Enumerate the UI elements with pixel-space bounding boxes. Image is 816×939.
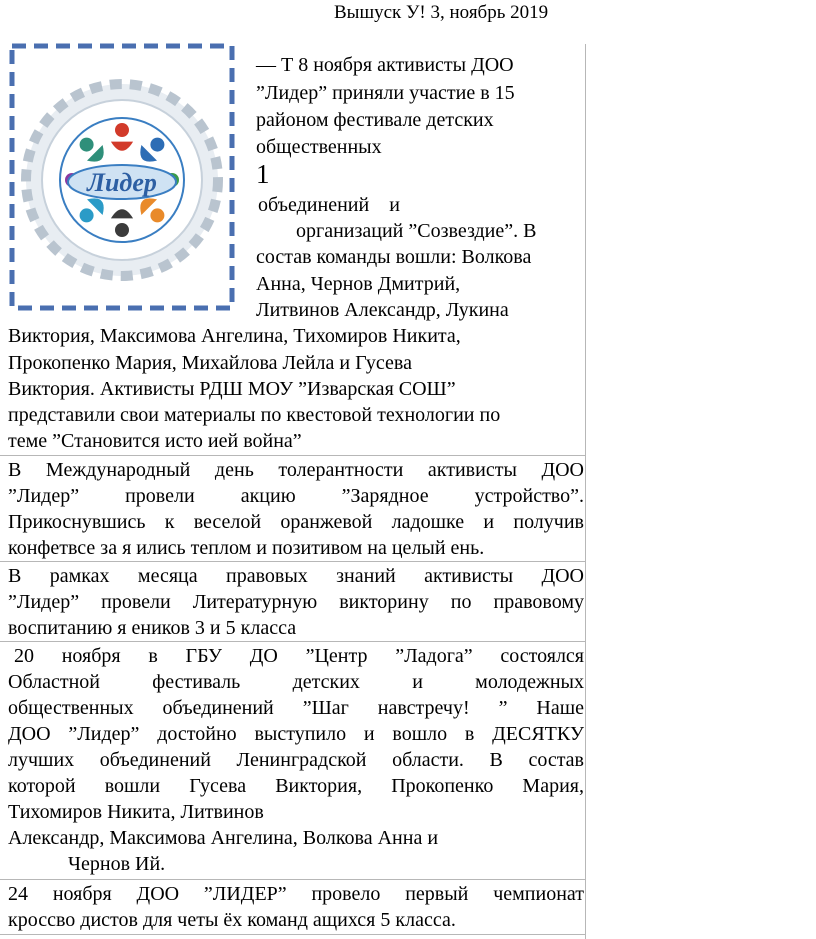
article3-line: В рамках месяца правовых знаний активисты ДОО (8, 565, 584, 587)
page-marker: 1 (256, 159, 270, 189)
article4-line: которой вошли Гусева Виктория, Прокопенко Мария, (8, 775, 584, 797)
article4-line: ДОО ”Лидер” достойно выступило и вошло в ДЕСЯТКУ (8, 723, 584, 745)
article4-line: 20 ноября в ГБУ ДО ”Центр ”Ладога” состоялся (14, 645, 584, 667)
column-rule (585, 44, 586, 939)
section-divider (0, 561, 586, 562)
article3-line: ”Лидер” провели Литературную викторину по правовому (8, 591, 584, 613)
article1-line: районом фестивале детских (256, 109, 494, 131)
logo-wordmark: Лидер (87, 168, 157, 197)
article1-line: Виктория. Активисты РДШ МОУ ”Изварская СОШ” (8, 378, 456, 400)
article4-line: Тихомиров Никита, Литвинов (8, 801, 264, 823)
article2-text (8, 457, 584, 561)
article1-line: состав команды вошли: Волкова (256, 246, 532, 268)
section-divider (0, 455, 586, 456)
article1-line: представили свои материалы по квестовой технологии по (8, 404, 501, 426)
article4-line: общественных объединений ”Шаг навстречу! ” Наше (8, 697, 584, 719)
figure-head (80, 138, 94, 152)
article3-line: воспитанию я еников 3 и 5 класса (8, 617, 297, 639)
article1-line: общественных (256, 136, 382, 158)
article2-line: конфетвсе за я ились теплом и позитивом на целый ень. (8, 537, 485, 559)
figure-head (150, 138, 164, 152)
section-divider (0, 879, 586, 880)
leader-logo (8, 42, 236, 312)
article4-text (8, 643, 584, 877)
article1-line: Виктория, Максимова Ангелина, Тихомиров Никита, (8, 325, 461, 347)
article1-line: объединений и (258, 194, 400, 216)
figure-head (150, 208, 164, 222)
article3-text (8, 563, 584, 641)
article1-line: — Т 8 ноября активисты ДОО (256, 54, 514, 76)
section-divider (0, 934, 586, 935)
article1-line: теме ”Становится исто ией война” (8, 430, 302, 452)
issue-header: Вышуск У! 3, ноябрь 2019 (334, 2, 549, 23)
article1-line: организаций ”Созвездие”. В (296, 220, 537, 242)
article1-line: Прокопенко Мария, Михайлова Лейла и Гусева (8, 352, 412, 374)
article5-line: 24 ноября ДОО ”ЛИДЕР” провело первый чемпионат (8, 883, 584, 905)
article4-line: Александр, Максимова Ангелина, Волкова Анна и (8, 827, 439, 849)
article4-line: Областной фестиваль детских и молодежных (8, 671, 584, 693)
article2-line: В Международный день толерантности активисты ДОО (8, 459, 584, 481)
article2-line: Прикоснувшись к веселой оранжевой ладошке и получив (8, 511, 584, 533)
figure-head (80, 208, 94, 222)
figure-head (115, 123, 129, 137)
figure-head (115, 223, 129, 237)
article1-line: ”Лидер” приняли участие в 15 (256, 82, 515, 104)
gear-emblem-icon (26, 84, 218, 276)
article5-line: кроссво дистов для четы ёх команд ащихся 5 класса. (8, 909, 456, 931)
section-divider (0, 641, 586, 642)
article2-line: ”Лидер” провели акцию ”Зарядное устройство”. (8, 485, 584, 507)
article5-text (8, 881, 584, 933)
article1-line: Литвинов Александр, Лукина (256, 299, 509, 321)
article4-line: Чернов Ий. (68, 853, 166, 875)
article1-line: Анна, Чернов Дмитрий, (256, 273, 461, 295)
article4-line: лучших объединений Ленинградской области. В состав (8, 749, 584, 771)
